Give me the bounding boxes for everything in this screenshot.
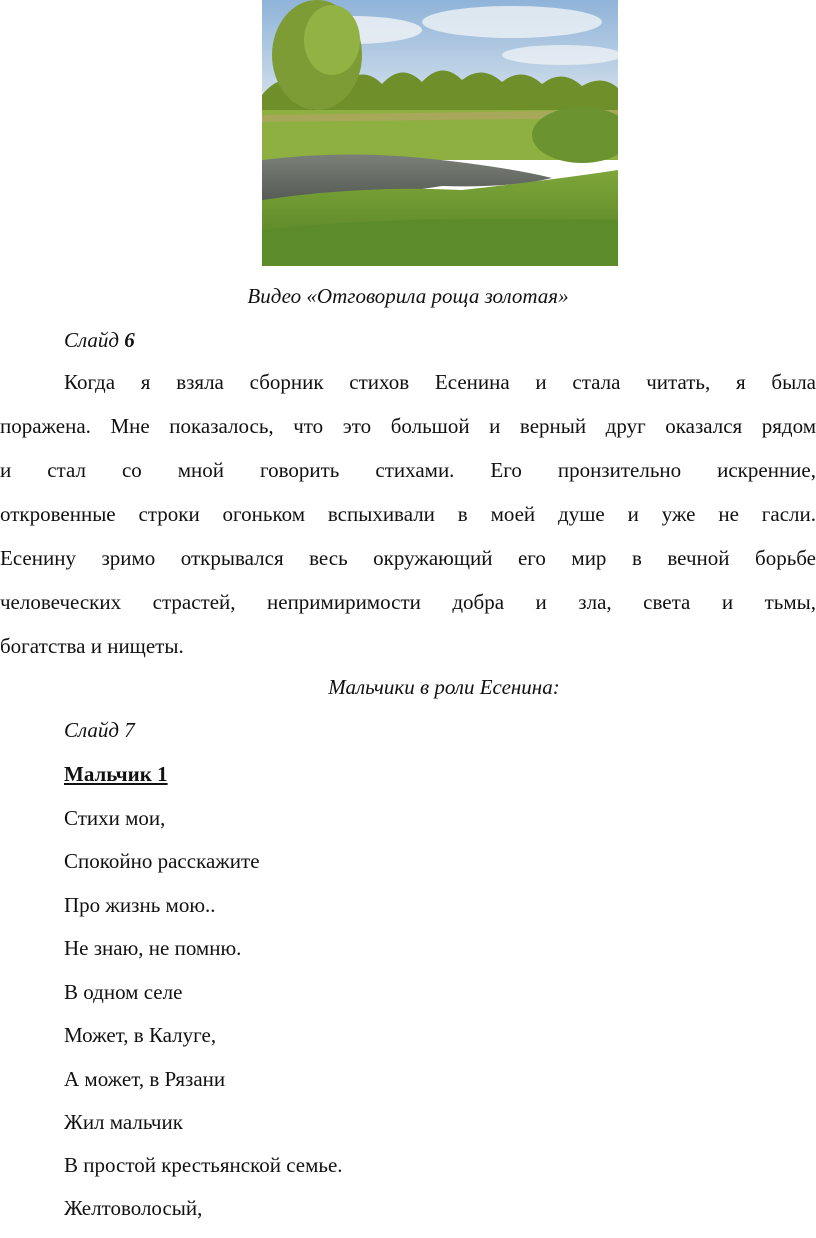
poem-line: Жил мальчик: [64, 1110, 183, 1134]
paragraph-line: богатства и нищеты.: [0, 634, 184, 658]
poem-line: А может, в Рязани: [64, 1067, 226, 1091]
paragraph-line: и стал со мной говорить стихами. Его пронзительно искренние,: [0, 458, 816, 482]
poem-line: В простой крестьянской семье.: [64, 1153, 343, 1177]
poem-line: Про жизнь мою..: [64, 893, 216, 917]
poem-line: Желтоволосый,: [64, 1196, 203, 1220]
landscape-illustration: [262, 0, 618, 266]
main-paragraph: [0, 360, 816, 668]
slide-6-word: Слайд: [64, 328, 120, 352]
boy-heading: Мальчик 1: [64, 762, 168, 786]
poem-line: Не знаю, не помню.: [64, 936, 242, 960]
paragraph-line: откровенные строки огоньком вспыхивали в моей душе и уже не гасли.: [0, 502, 816, 526]
slide-6-number: 6: [124, 328, 135, 352]
video-caption: Видео «Отговорила роща золотая»: [247, 284, 569, 308]
poem-line: Может, в Калуге,: [64, 1023, 217, 1047]
slide-6-label: [64, 328, 135, 353]
poem-line: Спокойно расскажите: [64, 849, 260, 873]
landscape-photo: [262, 0, 618, 266]
poem-line: В одном селе: [64, 980, 183, 1004]
slide-7-label: Слайд 7: [64, 718, 135, 742]
paragraph-line: поражена. Мне показалось, что это большой и верный друг оказался рядом: [0, 414, 816, 438]
poem-line: Стихи мои,: [64, 806, 166, 830]
paragraph-line: человеческих страстей, непримиримости добра и зла, света и тьмы,: [0, 590, 816, 614]
paragraph-line: Есенину зримо открывался весь окружающий его мир в вечной борьбе: [0, 546, 816, 570]
paragraph-line: Когда я взяла сборник стихов Есенина и стала читать, я была: [64, 370, 816, 394]
boys-caption: Мальчики в роли Есенина:: [328, 675, 560, 699]
